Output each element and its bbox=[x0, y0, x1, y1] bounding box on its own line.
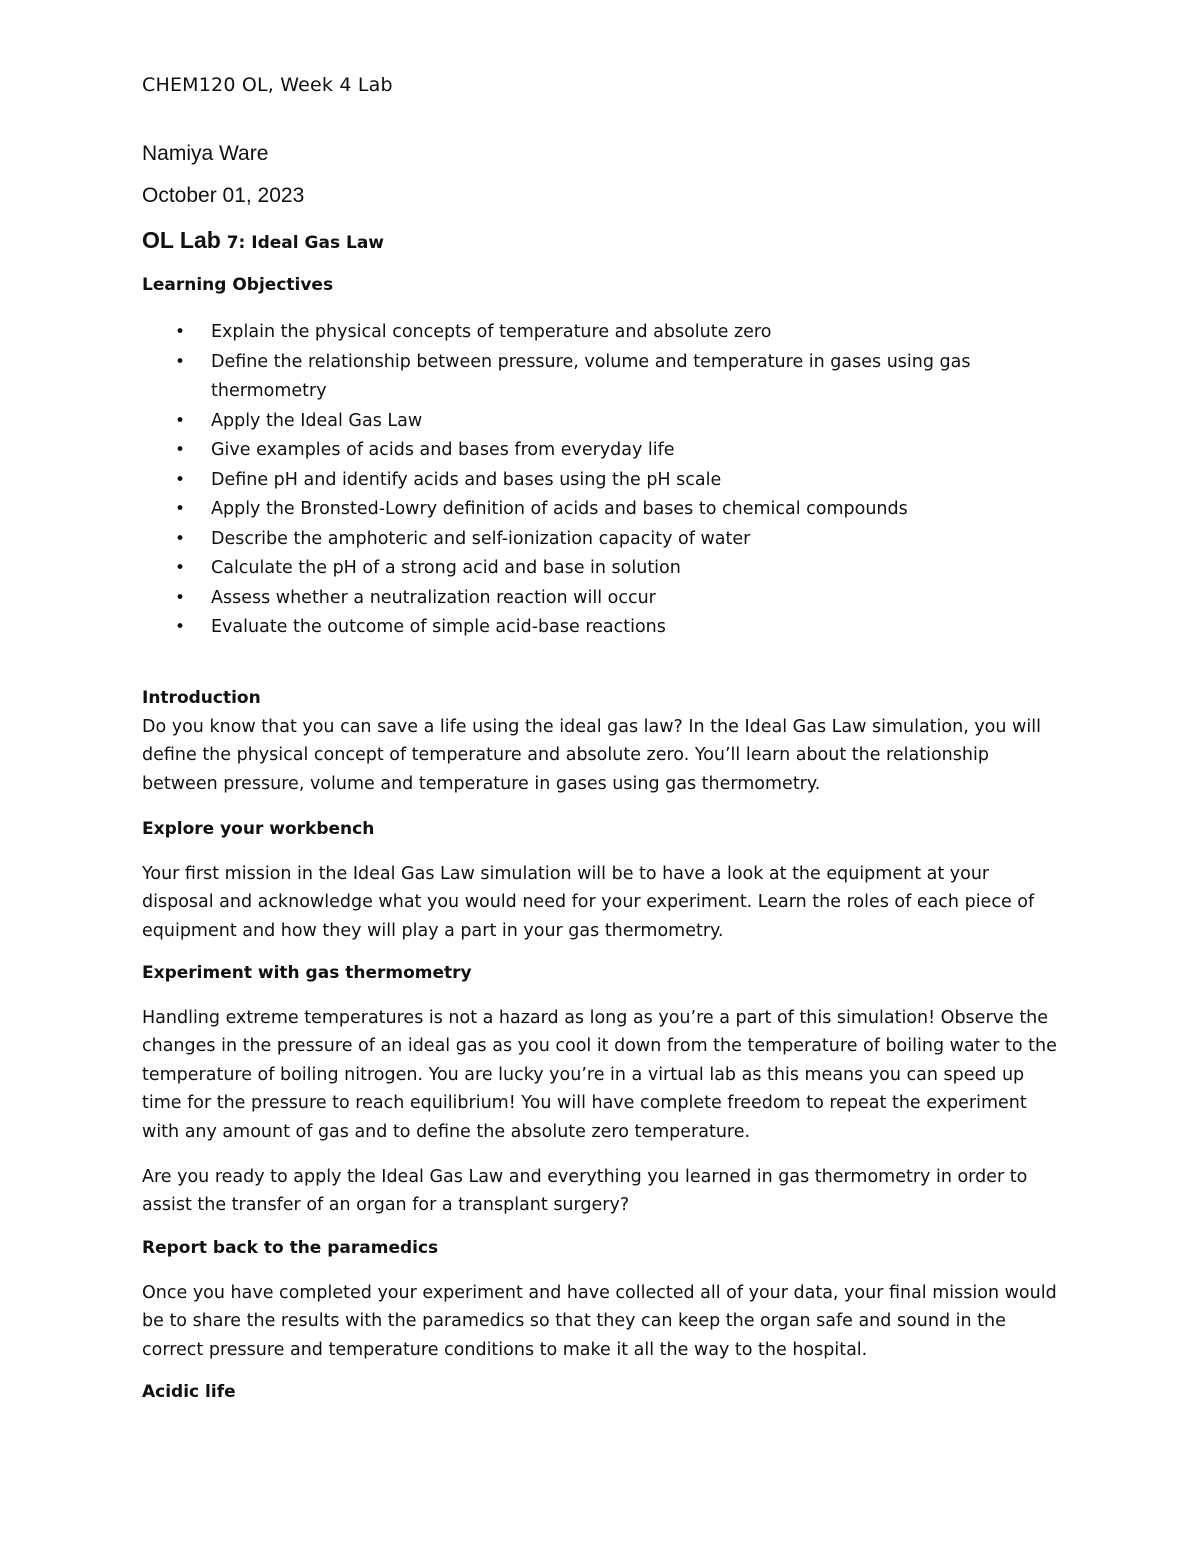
bullet-icon: • bbox=[175, 351, 186, 372]
bullet-icon: • bbox=[175, 410, 186, 431]
page-header: CHEM120 OL, Week 4 Lab bbox=[142, 74, 393, 96]
bullet-icon: • bbox=[175, 528, 186, 549]
introduction-heading: Introduction bbox=[142, 688, 261, 708]
acidic-life-section bbox=[142, 1378, 1058, 1407]
lab-title bbox=[142, 227, 384, 254]
objective-text: Define the relationship between pressure, volume and temperature in gases using gas thermometry bbox=[211, 351, 971, 401]
introduction-text: Do you know that you can save a life using the ideal gas law? In the Ideal Gas Law simulation, you will define the physical concept of temperature and absolute zero. You’ll learn about the relationship between pressure, volume and temperature in gases using gas thermometry. bbox=[142, 716, 1041, 794]
bullet-icon: • bbox=[175, 499, 186, 519]
workbench-section bbox=[142, 815, 1058, 945]
bullet-icon: • bbox=[175, 558, 186, 578]
objective-text: Calculate the pH of a strong acid and base in solution bbox=[211, 558, 681, 578]
objective-text: Define pH and identify acids and bases using the pH scale bbox=[211, 469, 722, 490]
paramedics-section bbox=[142, 1234, 1058, 1364]
objective-text: Describe the amphoteric and self-ionization capacity of water bbox=[211, 528, 751, 549]
objective-text: Explain the physical concepts of temperature and absolute zero bbox=[211, 322, 772, 342]
objective-item bbox=[142, 495, 1058, 525]
bullet-icon: • bbox=[175, 587, 186, 608]
workbench-text: Your first mission in the Ideal Gas Law simulation will be to have a look at the equipment at your disposal and acknowledge what you would need for your experiment. Learn the roles of each piece of equipment and how they will play a part in your gas thermometry. bbox=[142, 863, 1035, 941]
experiment-heading: Experiment with gas thermometry bbox=[142, 963, 472, 983]
objective-item bbox=[142, 407, 1058, 437]
bullet-icon: • bbox=[175, 440, 186, 460]
objective-item bbox=[142, 525, 1058, 555]
learning-objectives-list bbox=[142, 318, 1058, 643]
objective-item bbox=[142, 584, 1058, 614]
experiment-section bbox=[142, 959, 1058, 1220]
acidic-life-heading: Acidic life bbox=[142, 1382, 236, 1402]
objective-item bbox=[142, 436, 1058, 466]
bullet-icon: • bbox=[175, 322, 186, 342]
objective-text: Apply the Ideal Gas Law bbox=[211, 410, 423, 431]
objective-item bbox=[142, 613, 1058, 643]
bullet-icon: • bbox=[175, 469, 186, 490]
objective-item bbox=[142, 318, 1058, 348]
lab-title-suffix: 7: Ideal Gas Law bbox=[220, 233, 384, 253]
objective-item bbox=[142, 348, 1058, 407]
experiment-text-1: Handling extreme temperatures is not a hazard as long as you’re a part of this simulation! Observe the changes in the pressure of an ideal gas as you cool it down from the temperature of boiling water to the temperature of boiling nitrogen. You are lucky you’re in a virtual lab as this means you can speed up time for the pressure to reach equilibrium! You will have complete freedom to repeat the experiment with any amount of gas and to define the absolute zero temperature. bbox=[142, 1007, 1057, 1142]
objective-text: Evaluate the outcome of simple acid-base reactions bbox=[211, 617, 666, 637]
experiment-text-2: Are you ready to apply the Ideal Gas Law and everything you learned in gas thermometry in order to assist the transfer of an organ for a transplant surgery? bbox=[142, 1166, 1028, 1216]
objective-text: Assess whether a neutralization reaction will occur bbox=[211, 587, 656, 608]
objective-text: Apply the Bronsted-Lowry definition of acids and bases to chemical compounds bbox=[211, 499, 908, 519]
paramedics-text: Once you have completed your experiment and have collected all of your data, your final mission would be to share the results with the paramedics so that they can keep the organ safe and sound in the correct pressure and temperature conditions to make it all the way to the hospital. bbox=[142, 1282, 1057, 1360]
learning-objectives-heading: Learning Objectives bbox=[142, 275, 334, 295]
paramedics-heading: Report back to the paramedics bbox=[142, 1238, 439, 1258]
objective-item bbox=[142, 554, 1058, 584]
bullet-icon: • bbox=[175, 617, 186, 637]
introduction-section bbox=[142, 684, 1058, 798]
document-date: October 01, 2023 bbox=[142, 184, 305, 207]
objective-text: Give examples of acids and bases from everyday life bbox=[211, 440, 675, 460]
student-name: Namiya Ware bbox=[142, 142, 269, 165]
objective-item bbox=[142, 466, 1058, 496]
lab-title-prefix: OL Lab bbox=[142, 227, 221, 253]
workbench-heading: Explore your workbench bbox=[142, 819, 375, 839]
